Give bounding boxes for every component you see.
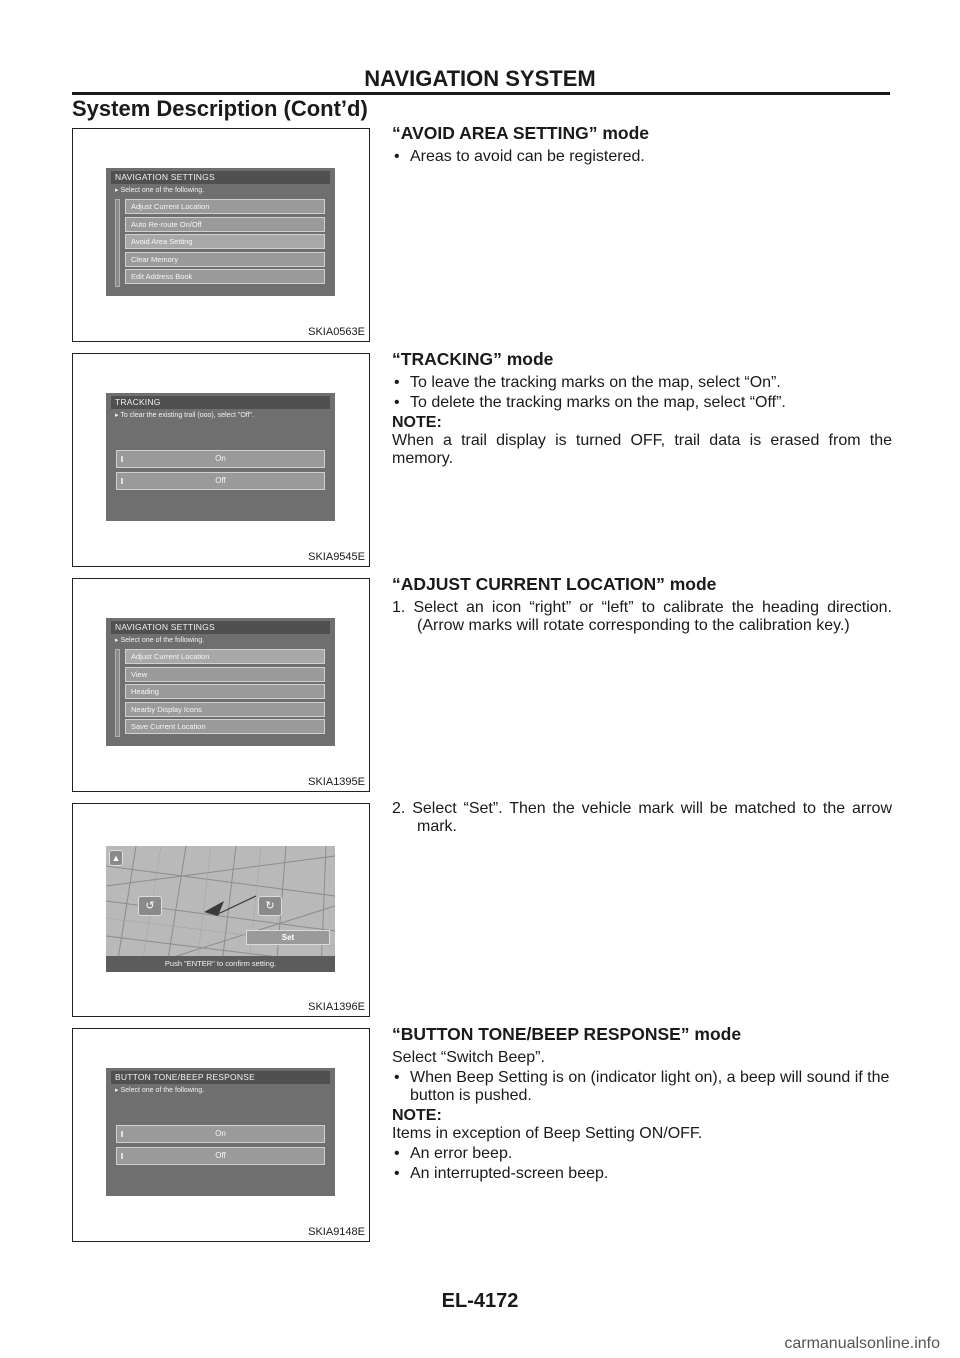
menu-list (125, 199, 325, 287)
indicator-icon (121, 1131, 127, 1137)
page-number: EL-4172 (441, 1290, 519, 1312)
screen-prompt: ▸ To clear the existing trail (ooo), select "Off". (115, 412, 254, 419)
option-off-button[interactable]: Off (116, 472, 325, 490)
menu-item[interactable]: Clear Memory (125, 252, 325, 267)
header-rule (72, 92, 890, 95)
figure-tracking (72, 353, 370, 567)
scrollbar[interactable] (115, 649, 120, 737)
status-bar: Push "ENTER" to confirm setting. (106, 956, 335, 972)
section-subtitle: System Description (Cont’d) (72, 96, 368, 121)
indicator-icon (121, 478, 127, 484)
menu-list (125, 649, 325, 737)
section-title: NAVIGATION SYSTEM (364, 66, 596, 91)
note-label: NOTE: (392, 414, 442, 431)
figure-code: SKIA1396E (308, 1001, 365, 1013)
screen-prompt: ▸ Select one of the following. (115, 187, 205, 194)
option-on-button[interactable]: On (116, 1125, 325, 1143)
intro-text: Select “Switch Beep”. (392, 1049, 545, 1066)
bullet-item: • An interrupted-screen beep. (392, 1165, 892, 1183)
option-off-button[interactable]: Off (116, 1147, 325, 1165)
screen-title: TRACKING (111, 396, 330, 409)
mode-heading: “TRACKING” mode (392, 349, 554, 369)
north-icon[interactable]: ▲ (109, 850, 123, 866)
bullet-item: • When Beep Setting is on (indicator light on), a beep will sound if the button is pushed. (392, 1069, 892, 1105)
menu-item[interactable]: Avoid Area Setting (125, 234, 325, 249)
bullet-item: • To delete the tracking marks on the map, select “Off”. (392, 394, 892, 412)
screen-title: NAVIGATION SETTINGS (111, 171, 330, 184)
menu-item[interactable]: View (125, 667, 325, 682)
menu-item[interactable]: Adjust Current Location (125, 649, 325, 664)
menu-item[interactable]: Heading (125, 684, 325, 699)
bullet-item: • An error beep. (392, 1145, 892, 1163)
tracking-screen (106, 393, 335, 521)
figure-map-calibration (72, 803, 370, 1017)
figure-code: SKIA1395E (308, 776, 365, 788)
map-screen (106, 846, 335, 972)
bullet-item: • To leave the tracking marks on the map, select “On”. (392, 374, 892, 392)
nav-settings-screen (106, 618, 335, 746)
set-button[interactable]: Set (246, 930, 330, 945)
mode-heading: “ADJUST CURRENT LOCATION” mode (392, 574, 717, 594)
indicator-icon (121, 1153, 127, 1159)
mode-heading: “BUTTON TONE/BEEP RESPONSE” mode (392, 1024, 742, 1044)
menu-item[interactable]: Adjust Current Location (125, 199, 325, 214)
menu-item[interactable]: Edit Address Book (125, 269, 325, 284)
rotate-right-icon[interactable]: ↻ (258, 896, 282, 916)
section-set-step (392, 800, 892, 838)
indicator-icon (121, 456, 127, 462)
note-label: NOTE: (392, 1107, 442, 1124)
screen-prompt: ▸ Select one of the following. (115, 1087, 205, 1094)
menu-item[interactable]: Auto Re-route On/Off (125, 217, 325, 232)
figure-avoid-area (72, 128, 370, 342)
figure-adjust-location (72, 578, 370, 792)
mode-heading: “AVOID AREA SETTING” mode (392, 123, 650, 143)
figure-code: SKIA0563E (308, 326, 365, 338)
menu-item[interactable]: Save Current Location (125, 719, 325, 734)
nav-settings-screen (106, 168, 335, 296)
section-tracking (392, 350, 892, 470)
section-beep-response (392, 1025, 892, 1185)
figure-code: SKIA9545E (308, 551, 365, 563)
section-avoid-area (392, 124, 892, 168)
scrollbar[interactable] (115, 199, 120, 287)
watermark: carmanualsonline.info (784, 1335, 940, 1352)
note-text: Items in exception of Beep Setting ON/OFF. (392, 1125, 703, 1142)
figure-beep-response (72, 1028, 370, 1242)
bullet-item: • Areas to avoid can be registered. (392, 148, 892, 166)
screen-title: BUTTON TONE/BEEP RESPONSE (111, 1071, 330, 1084)
rotate-left-icon[interactable]: ↺ (138, 896, 162, 916)
note-text: When a trail display is turned OFF, trail data is erased from the memory. (392, 432, 892, 467)
screen-title: NAVIGATION SETTINGS (111, 621, 330, 634)
step-text: 2. Select “Set”. Then the vehicle mark will be matched to the arrow mark. (392, 800, 892, 835)
menu-item[interactable]: Nearby Display Icons (125, 702, 325, 717)
figure-code: SKIA9148E (308, 1226, 365, 1238)
screen-prompt: ▸ Select one of the following. (115, 637, 205, 644)
step-text: 1. Select an icon “right” or “left” to calibrate the heading direction. (Arrow marks will rotate corresponding to the calibration key.) (392, 599, 892, 634)
beep-screen (106, 1068, 335, 1196)
option-on-button[interactable]: On (116, 450, 325, 468)
section-adjust-location (392, 575, 892, 637)
